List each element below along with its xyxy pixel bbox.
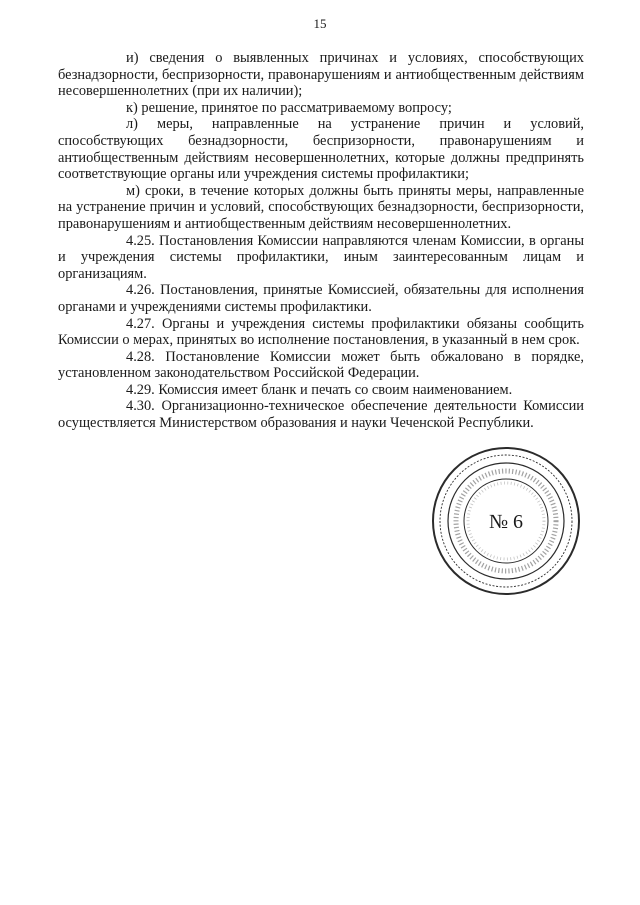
paragraph-item-m: м) сроки, в течение которых должны быть приняты меры, направленные на устранение причин и условий, способствующих безнадзорности, беспризорности, правонарушениям и антиобщественным действиям несовершеннолетних. <box>58 182 584 232</box>
paragraph-4-29: 4.29. Комиссия имеет бланк и печать со своим наименованием. <box>126 381 513 398</box>
paragraph-4-25: 4.25. Постановления Комиссии направляются членам Комиссии, в органы и учреждения системы профилактики, иным заинтересованным лицам и организациям. <box>58 232 584 282</box>
official-seal <box>430 445 582 597</box>
paragraph-item-k: к) решение, принятое по рассматриваемому вопросу; <box>126 99 452 116</box>
seal-graphic <box>430 445 582 597</box>
page-number: 15 <box>313 16 327 31</box>
paragraph-4-28: 4.28. Постановление Комиссии может быть обжаловано в порядке, установленном законодательством Российской Федерации. <box>58 348 584 382</box>
document-body <box>58 50 584 432</box>
paragraph-item-i: и) сведения о выявленных причинах и условиях, способствующих безнадзорности, беспризорности, правонарушениям и антиобщественным действиям несовершеннолетних (при их наличии); <box>58 50 584 100</box>
paragraph-4-27: 4.27. Органы и учреждения системы профилактики обязаны сообщить Комиссии о мерах, принятых во исполнение постановления, в указанный в нем срок. <box>58 315 584 349</box>
paragraph-4-26: 4.26. Постановления, принятые Комиссией, обязательны для исполнения органами и учреждениями системы профилактики. <box>58 282 584 315</box>
seal-center-text: № 6 <box>488 511 524 533</box>
paragraph-4-30: 4.30. Организационно-техническое обеспечение деятельности Комиссии осуществляется Министерством образования и науки Чеченской Республики. <box>58 398 584 432</box>
paragraph-item-l: л) меры, направленные на устранение причин и условий, способствующих безнадзорности, беспризорности, правонарушениям и антиобщественным действиям несовершеннолетних, которые должны предпринять соответствующие органы или учреждения системы профилактики; <box>58 116 584 183</box>
